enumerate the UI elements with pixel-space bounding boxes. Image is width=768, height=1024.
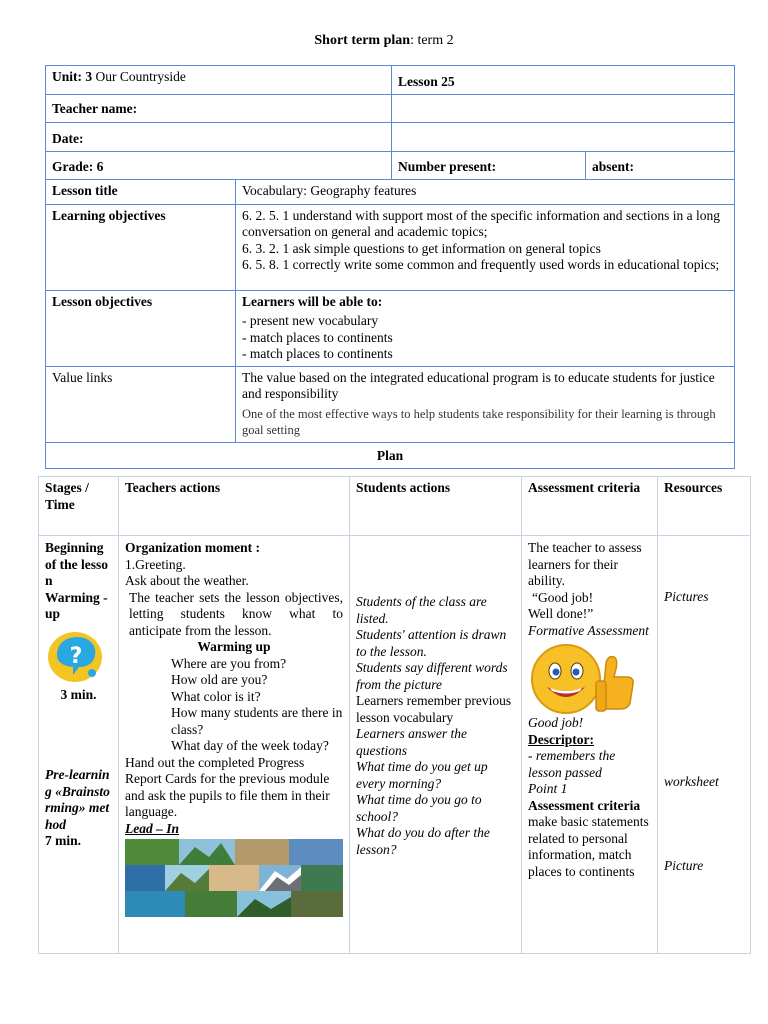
- unit-cell: Unit: 3 Our Countryside: [46, 66, 392, 95]
- header-assessment: Assessment criteria: [522, 477, 658, 536]
- grade-cell: Grade: 6: [46, 151, 392, 179]
- question-bubble-icon: [47, 631, 103, 683]
- resources-cell: Pictures worksheet Picture: [658, 536, 751, 954]
- absent-cell: absent:: [586, 151, 735, 179]
- date-value: [392, 122, 735, 151]
- number-present-cell: Number present:: [392, 151, 586, 179]
- thumbs-up-smiley-icon: [528, 641, 638, 715]
- svg-text:?: ?: [69, 643, 83, 669]
- header-students: Students actions: [350, 477, 522, 536]
- document-title: Short term plan: term 2: [314, 33, 454, 48]
- lesson-objectives-label: Lesson objectives: [46, 290, 236, 366]
- assessment-cell: The teacher to assess learners for their ability. “Good job! Well done!” Formative Assessment Good job! Descriptor: - remembers the lesson passed Point 1 Assessment criteria make basic statements related to personal information, match places to continents: [522, 536, 658, 954]
- header-stages: Stages / Time: [39, 477, 119, 536]
- value-links-value: The value based on the integrated educational program is to educate students for justice and responsibility One of the most effective ways to help students take responsibility for their learning is through goal setting: [236, 366, 735, 442]
- stages-cell: Beginning of the lesson Warming -up ? 3 min. Pre-learning «Brainstorming» method 7 min.: [39, 536, 119, 954]
- lesson-title-label: Lesson title: [46, 179, 236, 204]
- lesson-number-cell: Lesson 25: [392, 66, 735, 95]
- learning-objectives-label: Learning objectives: [46, 204, 236, 290]
- learning-objectives-value: 6. 2. 5. 1 understand with support most of the specific information and sections in a long conversation on general and academic topics; 6. 3. 2. 1 ask simple questions to get information on general topics 6. 5. 8. 1 correctly write some common and frequently used words in educational topics;: [236, 204, 735, 290]
- plan-table: [38, 476, 751, 954]
- header-teachers: Teachers actions: [119, 477, 350, 536]
- lesson-info-table: [45, 65, 735, 469]
- teacher-name-value: [392, 94, 735, 122]
- header-resources: Resources: [658, 477, 751, 536]
- value-links-label: Value links: [46, 366, 236, 442]
- date-cell: Date:: [46, 122, 392, 151]
- teacher-name-cell: Teacher name:: [46, 94, 392, 122]
- teacher-actions-cell: Organization moment : 1.Greeting. Ask about the weather. The teacher sets the lesson objectives, letting students know what to anticipate from the lesson. Warming up Where are you from? How old are you? What color is it? How many students are there in class? What day of the week today? Hand out the completed Progress Report Cards for the previous module and ask the pupils to file them in their language. Lead – In: [119, 536, 350, 954]
- students-actions-cell: Students of the class are listed. Students' attention is drawn to the lesson. Students say different words from the picture Learners remember previous lesson vocabulary Learners answer the questions What time do you get up every morning? What time do you go to school? What do you do after the lesson?: [350, 536, 522, 954]
- lesson-objectives-value: Learners will be able to: - present new vocabulary - match places to continents - match places to continents: [236, 290, 735, 366]
- lesson-title-value: Vocabulary: Geography features: [236, 179, 735, 204]
- geography-photo-collage: [125, 839, 343, 917]
- plan-heading: Plan: [46, 442, 735, 468]
